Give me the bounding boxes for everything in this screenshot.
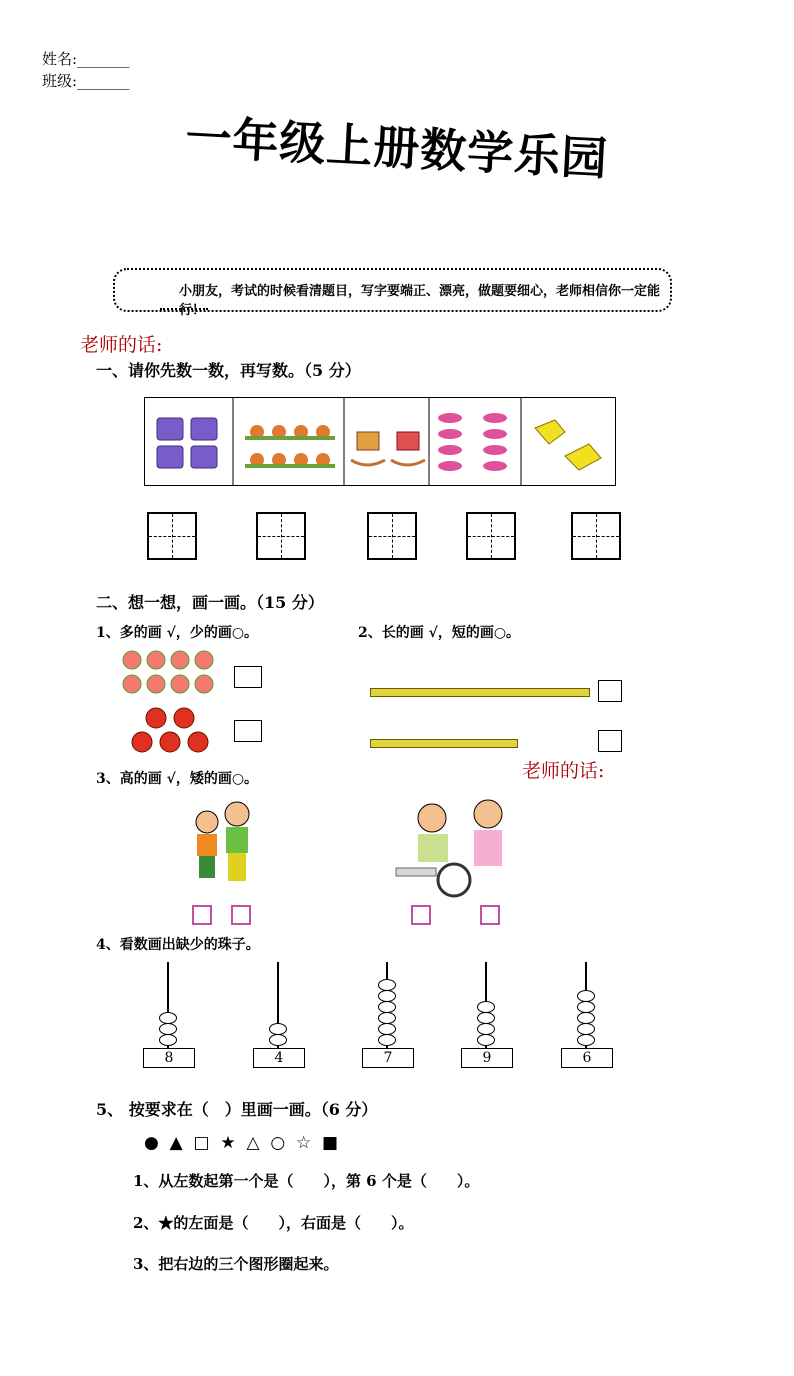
fish-icon bbox=[438, 413, 507, 471]
teacher-note-2: 老师的话: bbox=[522, 760, 605, 782]
long-stick bbox=[370, 688, 590, 697]
answer-square-kid-2[interactable] bbox=[480, 905, 500, 925]
q5-item-1: 1、从左数起第一个是（ ），第 6 个是（ ）。 bbox=[133, 1172, 480, 1190]
snail-icon bbox=[245, 425, 335, 468]
answer-square-boy-1[interactable] bbox=[192, 905, 212, 925]
notice-text: 小朋友，考试的时候看清题目，写字要端正、漂亮，做题要细心，老师相信你一定能行！ bbox=[179, 284, 661, 318]
notice-box bbox=[113, 268, 672, 318]
abacus-number-1: 8 bbox=[143, 1048, 195, 1068]
section5-heading: 5、 按要求在（ ）里画一画。（6 分） bbox=[96, 1100, 378, 1119]
answer-square-kid-1[interactable] bbox=[411, 905, 431, 925]
abacus-number-2: 4 bbox=[253, 1048, 305, 1068]
abacus-number-5: 6 bbox=[561, 1048, 613, 1068]
counting-pictures bbox=[144, 397, 616, 486]
q5-item-3: 3、把右边的三个图形圈起来。 bbox=[133, 1255, 339, 1273]
notice-tail bbox=[160, 308, 208, 310]
q5-item-2: 2、★的左面是（ ），右面是（ ）。 bbox=[133, 1214, 414, 1232]
q3-text: 3、高的画 √，矮的画○。 bbox=[96, 771, 259, 787]
abacus-number-4: 9 bbox=[461, 1048, 513, 1068]
answer-box-3[interactable] bbox=[367, 512, 417, 560]
abacus-bead bbox=[269, 1034, 287, 1046]
abacus-bead bbox=[378, 1034, 396, 1046]
apple-icon bbox=[128, 706, 212, 754]
answer-box-5[interactable] bbox=[571, 512, 621, 560]
abacus-bead bbox=[577, 1034, 595, 1046]
bird-icon bbox=[535, 420, 601, 470]
teacher-note-1: 老师的话: bbox=[80, 334, 163, 356]
page-title: 一年级上册数学乐园 bbox=[184, 109, 610, 187]
answer-square-short[interactable] bbox=[598, 730, 622, 752]
answer-square-apple[interactable] bbox=[234, 720, 262, 742]
shape-sequence: ● ▲ □ ★ △ ○ ☆ ■ bbox=[144, 1133, 339, 1153]
answer-square-long[interactable] bbox=[598, 680, 622, 702]
wheelchair-kids-icon bbox=[392, 794, 522, 898]
q1-text: 1、多的画 √，少的画○。 bbox=[96, 625, 259, 641]
answer-box-2[interactable] bbox=[256, 512, 306, 560]
cup-icon bbox=[157, 418, 217, 468]
peach-icon bbox=[122, 648, 222, 696]
boys-icon bbox=[185, 798, 265, 888]
abacus-bead bbox=[477, 1034, 495, 1046]
section1-heading: 一、请你先数一数，再写数。（5 分） bbox=[96, 361, 361, 380]
answer-square-boy-2[interactable] bbox=[231, 905, 251, 925]
name-label: 姓名:_______ bbox=[42, 50, 130, 68]
section2-heading: 二、想一想，画一画。（15 分） bbox=[96, 593, 324, 612]
short-stick bbox=[370, 739, 518, 748]
q2-text: 2、长的画 √，短的画○。 bbox=[358, 625, 521, 641]
answer-box-4[interactable] bbox=[466, 512, 516, 560]
answer-box-1[interactable] bbox=[147, 512, 197, 560]
counting-pictures-svg bbox=[145, 398, 615, 485]
q4-text: 4、看数画出缺少的珠子。 bbox=[96, 937, 260, 953]
answer-square-peach[interactable] bbox=[234, 666, 262, 688]
abacus-number-3: 7 bbox=[362, 1048, 414, 1068]
abacus-bead bbox=[159, 1034, 177, 1046]
class-label: 班级:_______ bbox=[42, 72, 130, 90]
rocking-horse-icon bbox=[351, 432, 425, 465]
